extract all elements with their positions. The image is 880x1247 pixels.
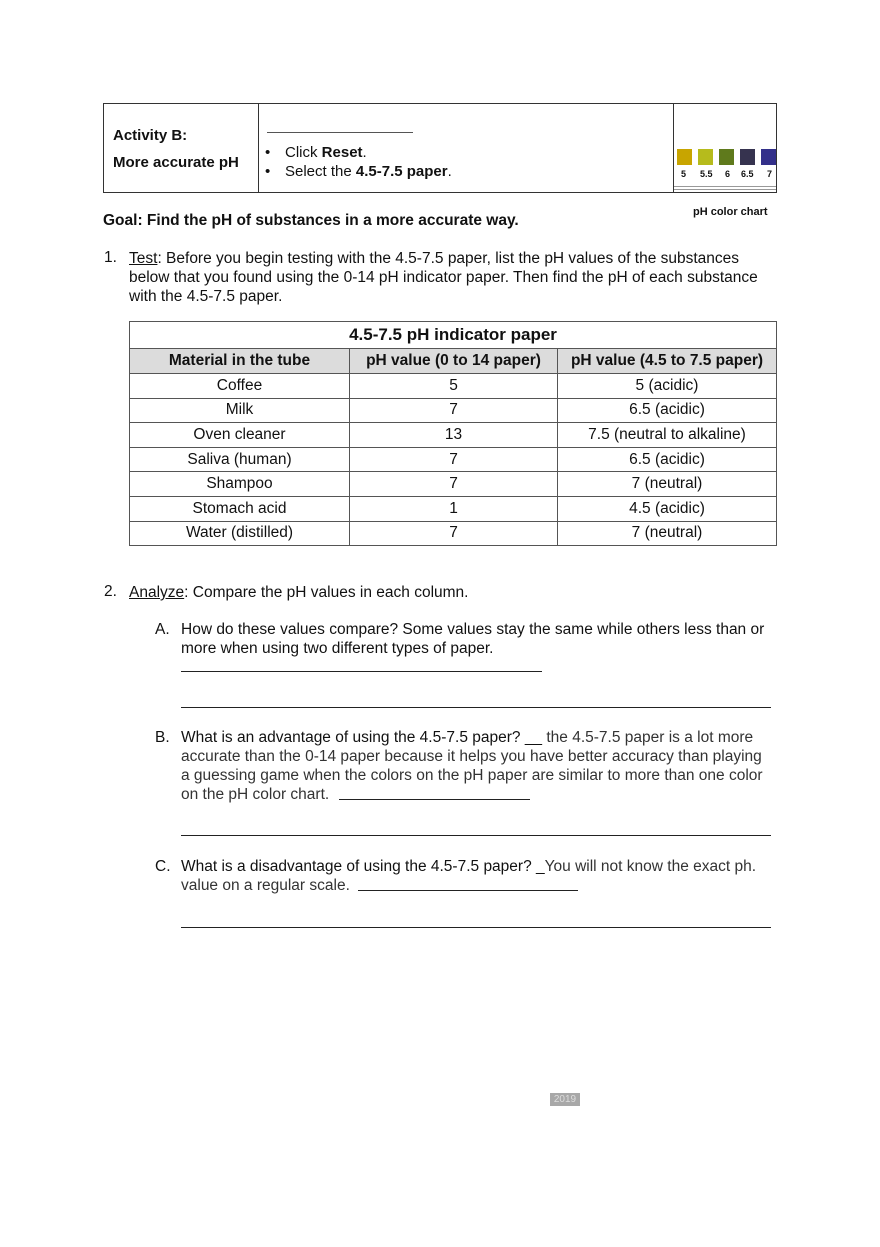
answer-line[interactable]	[181, 927, 771, 928]
swatch-6	[719, 149, 734, 165]
question-2b-text: What is an advantage of using the 4.5-7.5 paper? __ the 4.5-7.5 paper is a lot more accurate than the 0-14 paper because it helps you have better accuracy than playing a guessing game when the colors on the pH paper are similar to more than one color on the pH color chart.	[181, 729, 763, 803]
swatch-label: 7	[767, 169, 773, 179]
question-2c-text: What is a disadvantage of using the 4.5-7.5 paper? _You will not know the exact ph. value on a regular scale.	[181, 858, 757, 894]
question-2-text: Analyze: Compare the pH values in each column.	[129, 584, 469, 601]
swatch-5-5	[698, 149, 713, 165]
table-row: Stomach acid 1 4.5 (acidic)	[130, 496, 777, 521]
table-row: Shampoo 7 7 (neutral)	[130, 472, 777, 497]
question-2b-letter: B.	[155, 729, 170, 746]
answer-line[interactable]	[181, 835, 771, 836]
chart-rule	[674, 186, 776, 187]
color-chart-caption: pH color chart	[693, 206, 768, 218]
table-caption: 4.5-7.5 pH indicator paper	[130, 322, 777, 349]
analyze-heading: Analyze	[129, 584, 185, 601]
swatch-label: 5	[681, 169, 687, 179]
chart-rule	[674, 189, 776, 190]
ph-color-chart	[674, 104, 776, 192]
question-2a-text: How do these values compare? Some values stay the same while others less than or more when using two different types of paper.	[181, 621, 765, 657]
swatch-7	[761, 149, 776, 165]
answer-line[interactable]	[339, 799, 530, 800]
column-header: pH value (4.5 to 7.5 paper)	[558, 349, 777, 374]
answer-line[interactable]	[181, 707, 771, 708]
swatch-label: 6.5	[741, 169, 754, 179]
swatch-label: 6	[725, 169, 731, 179]
step-item: • Click Reset.	[265, 144, 367, 161]
swatch-5	[677, 149, 692, 165]
activity-steps-cell	[259, 104, 674, 192]
activity-subtitle: More accurate pH	[113, 154, 239, 171]
table-row: Coffee 5 5 (acidic)	[130, 374, 777, 399]
question-1-text: Test: Before you begin testing with the 4.5-7.5 paper, list the pH values of the substances below that you found using the 0-14 pH indicator paper. Then find the pH of each substance with the 4.5-7.5 paper.	[129, 250, 758, 305]
column-header: Material in the tube	[130, 349, 350, 374]
test-heading: Test	[129, 250, 158, 267]
answer-line[interactable]	[181, 671, 542, 672]
question-1-number: 1.	[104, 249, 117, 266]
answer-line[interactable]	[358, 890, 578, 891]
answer-text: the 4.5-7.5 paper is a lot more	[542, 729, 754, 746]
ph-results-table	[129, 321, 777, 546]
divider	[267, 132, 413, 133]
table-row: Oven cleaner 13 7.5 (neutral to alkaline)	[130, 423, 777, 448]
table-row: Saliva (human) 7 6.5 (acidic)	[130, 447, 777, 472]
reset-label: Reset	[321, 144, 363, 161]
activity-title-cell	[104, 104, 259, 192]
question-2c-letter: C.	[155, 858, 171, 875]
bullet-icon: •	[265, 144, 271, 161]
swatch-label: 5.5	[700, 169, 713, 179]
table-row: Water (distilled) 7 7 (neutral)	[130, 521, 777, 546]
table-row: Milk 7 6.5 (acidic)	[130, 398, 777, 423]
question-2a-letter: A.	[155, 621, 170, 638]
step-item: • Select the 4.5-7.5 paper.	[265, 163, 452, 180]
bullet-icon: •	[265, 163, 271, 180]
activity-header-box	[103, 103, 777, 193]
paper-label: 4.5-7.5 paper	[355, 163, 448, 180]
page-number: 2019	[550, 1093, 580, 1106]
activity-label: Activity B:	[113, 127, 188, 144]
goal-heading: Goal: Find the pH of substances in a more accurate way.	[103, 212, 519, 229]
column-header: pH value (0 to 14 paper)	[350, 349, 558, 374]
question-2-number: 2.	[104, 583, 117, 600]
swatch-6-5	[740, 149, 755, 165]
answer-text: You will not know the exact ph.	[544, 858, 757, 875]
